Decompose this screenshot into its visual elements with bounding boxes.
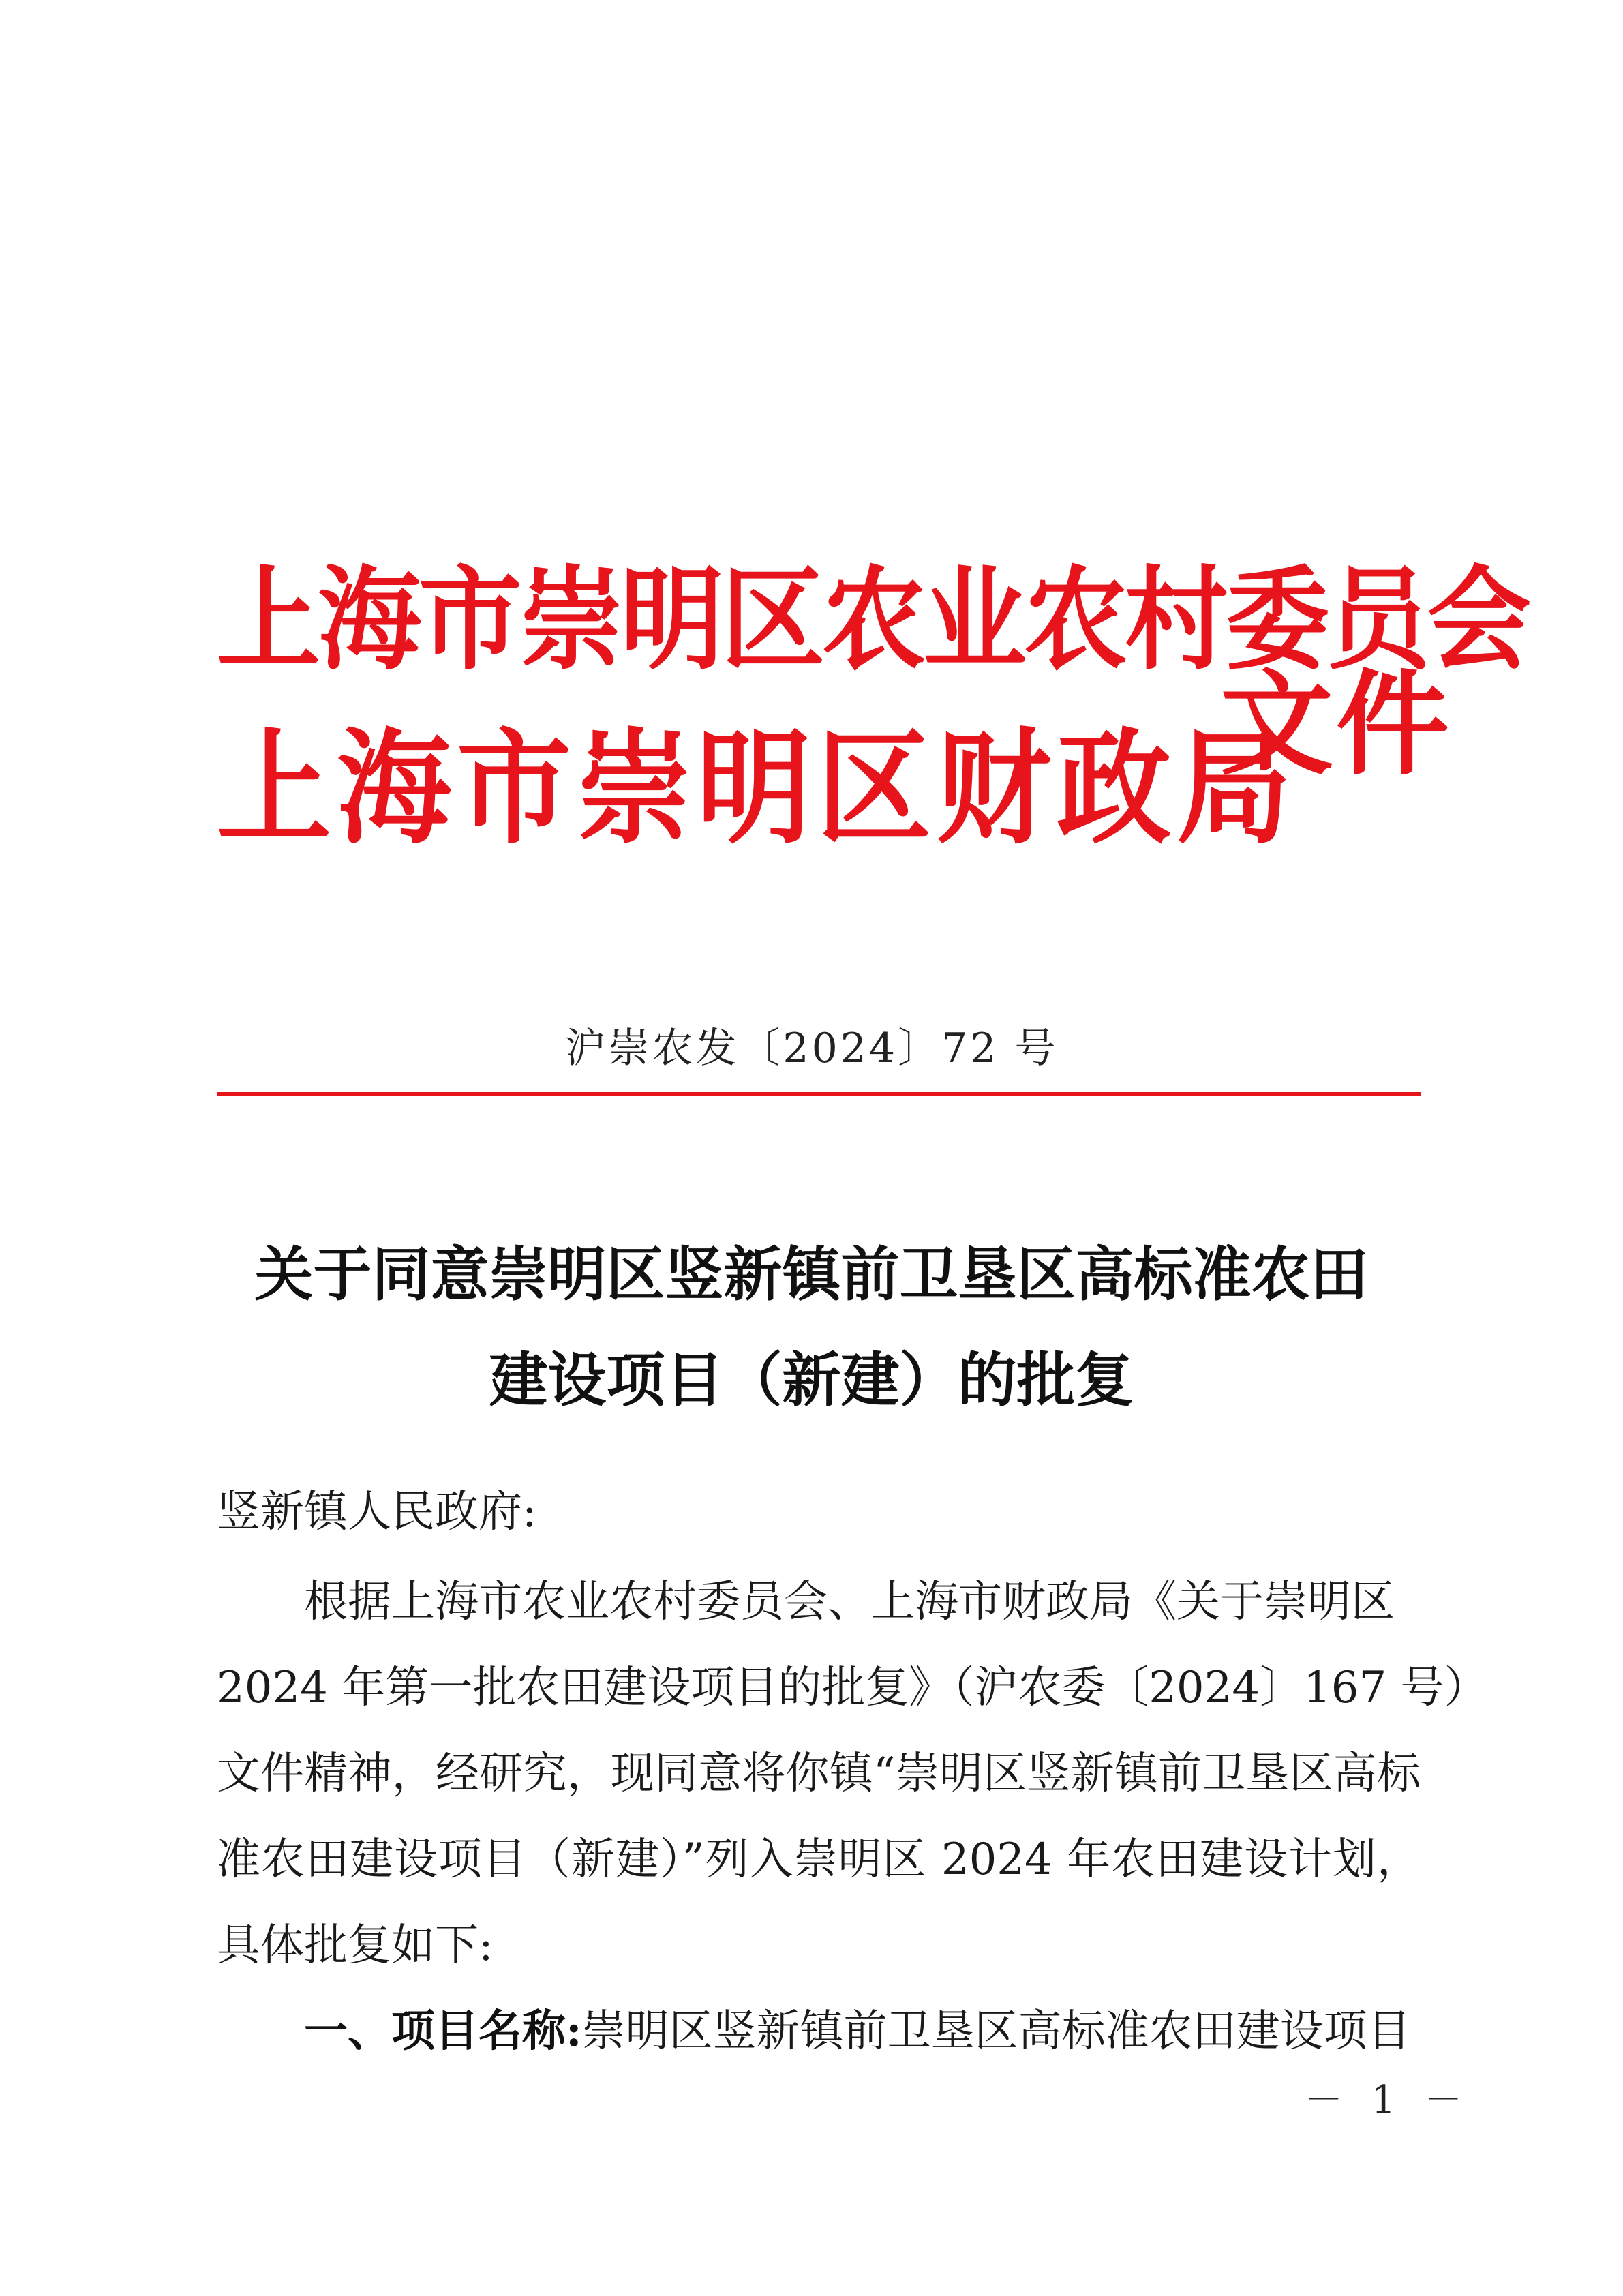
item-1-value: 崇明区竖新镇前卫垦区高标准农田建设项目	[581, 2006, 1411, 2057]
page-number: － 1 －	[1305, 2078, 1471, 2122]
red-divider-line	[217, 1092, 1421, 1096]
issuer-line-finance-bureau: 上海市崇明区财政局	[217, 714, 1296, 861]
item-1-project-name	[304, 2006, 1421, 2057]
document-number: 沪崇农发〔2024〕72 号	[564, 1025, 1059, 1072]
issuer-line-agriculture-committee: 上海市崇明区农业农村委员会	[217, 553, 1528, 685]
paragraph-line-5: 具体批复如下:	[217, 1920, 494, 1971]
document-type-label: 文件	[1220, 658, 1452, 791]
addressee: 竖新镇人民政府:	[217, 1487, 537, 1537]
paragraph-line-4: 准农田建设项目（新建）”列入崇明区 2024 年农田建设计划，	[217, 1834, 1421, 1885]
paragraph-line-3: 文件精神，经研究，现同意将你镇“崇明区竖新镇前卫垦区高标	[217, 1749, 1421, 1799]
document-title-line-1: 关于同意崇明区竖新镇前卫垦区高标准农田	[254, 1240, 1369, 1309]
paragraph-line-1: 根据上海市农业农村委员会、上海市财政局《关于崇明区	[304, 1577, 1395, 1627]
item-1-label: 一、项目名称:	[304, 2006, 582, 2057]
paragraph-line-2: 2024 年第一批农田建设项目的批复》（沪农委〔2024〕167 号）	[217, 1663, 1488, 1713]
document-title-line-2: 建设项目（新建）的批复	[489, 1346, 1134, 1415]
